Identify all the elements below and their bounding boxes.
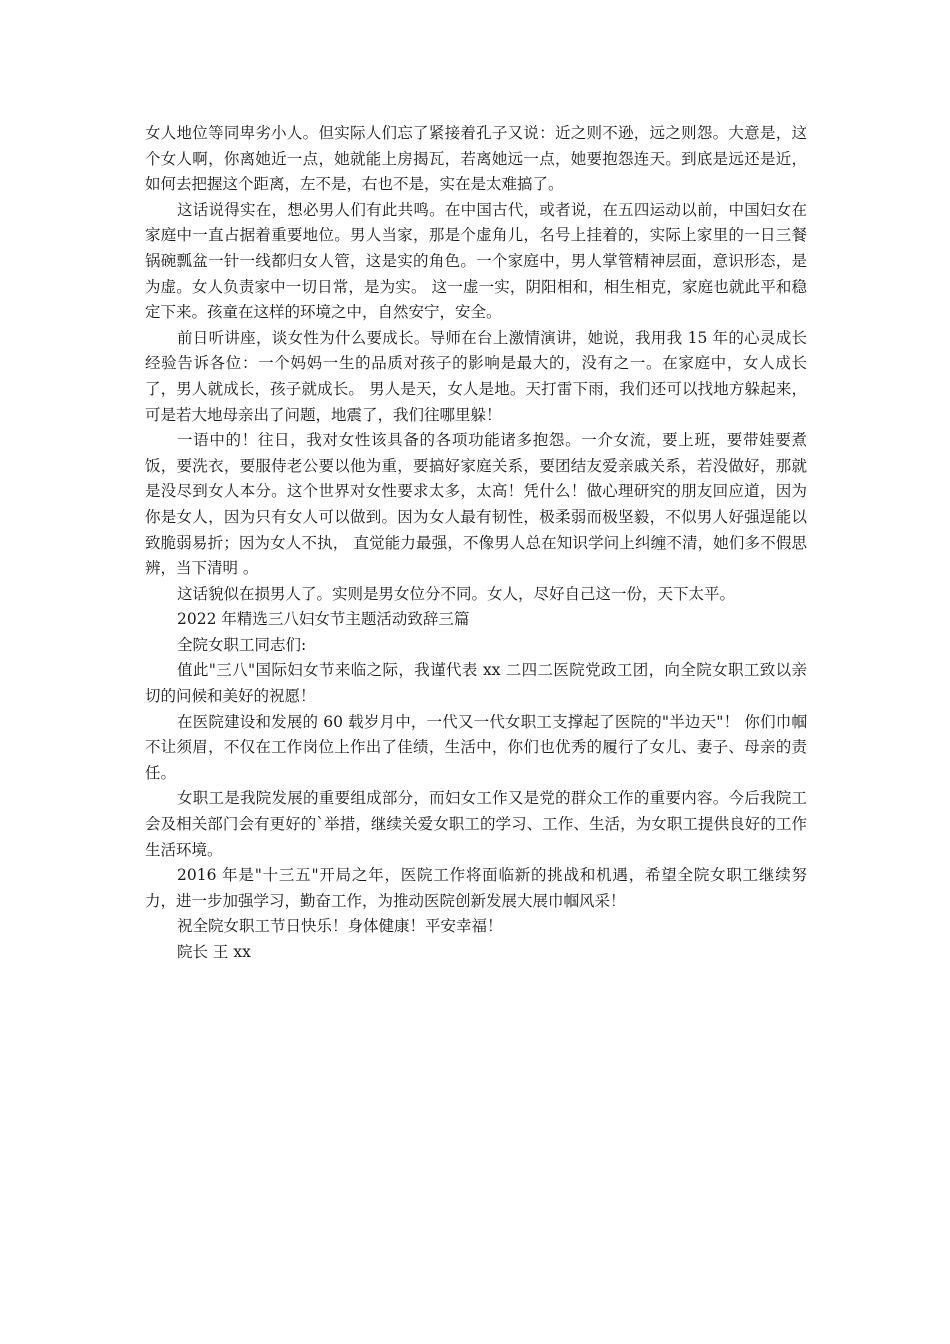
document-body — [145, 121, 807, 966]
paragraph-1: 女人地位等同卑劣小人。但实际人们忘了紧接着孔子又说：近之则不逊，远之则怨。大意是，这个女人啊，你离她近一点，她就能上房揭瓦，若离她远一点，她要抱怨连天。到底是远还是近，如何去把握这个距离，左不是，右也不是，实在是太难搞了。 — [145, 124, 807, 194]
paragraph-2016: 2016 年是"十三五"开局之年，医院工作将面临新的挑战和机遇，希望全院女职工继续努力，进一步加强学习，勤奋工作，为推动医院创新发展大展巾帼风采！ — [145, 866, 807, 910]
paragraph-greeting: 值此"三八"国际妇女节来临之际，我谨代表 xx 二四二医院党政工团，向全院女职工致以亲切的问候和美好的祝愿！ — [145, 661, 807, 706]
closing-wish: 祝全院女职工节日快乐！身体健康！平安幸福！ — [177, 917, 503, 936]
paragraph-4: 一语中的！往日，我对女性该具备的各项功能诸多抱怨。一介女流，要上班，要带娃要煮饭，要洗衣，要服侍老公要以他为重，要搞好家庭关系，要团结友爱亲戚关系，若没做好，那就是没尽到女人本分。这个世界对女性要求太多，太高！凭什么！做心理研究的朋友回应道，因为你是女人，因为只有女人可以做到。因为女人最有韧性，极柔弱而极坚毅，不似男人好强逞能以致脆弱易折；因为女人不执， 直觉能力最强，不像男人总在知识学问上纠缠不清，她们多不假思辨，当下清明 。 — [145, 431, 807, 578]
paragraph-5: 这话貌似在损男人了。实则是男女位分不同。女人，尽好自己这一份，天下太平。 — [177, 584, 736, 603]
paragraph-2: 这话说得实在，想必男人们有此共鸣。在中国古代，或者说，在五四运动以前，中国妇女在家庭中一直占据着重要地位。男人当家，那是个虚角儿，名号上挂着的，实际上家里的一日三餐锅碗瓢盆一针一线都归女人管，这是实的角色。一个家庭中，男人掌管精神层面，意识形态，是为虚。女人负责家中一切日常，是为实。 这一虚一实，阴阳相和，相生相克，家庭也就此平和稳定下来。孩童在这样的环境之中，自然安宁，安全。 — [145, 200, 807, 322]
salutation: 全院女职工同志们: — [177, 635, 307, 654]
signature: 院长 王 xx — [177, 943, 251, 961]
paragraph-history: 在医院建设和发展的 60 载岁月中，一代又一代女职工支撑起了医院的"半边天"！ 你们巾帼不让须眉，不仅在工作岗位上作出了佳绩，生活中，你们也优秀的履行了女儿、妻子、母亲的责任。 — [145, 712, 807, 782]
section-title: 2022 年精选三八妇女节主题活动致辞三篇 — [177, 610, 470, 629]
paragraph-3: 前日听讲座，谈女性为什么要成长。导师在台上激情演讲，她说，我用我 15 年的心灵成长经验告诉各位：一个妈妈一生的品质对孩子的影响是最大的，没有之一。在家庭中，女人成长了，男人就成长，孩子就成长。 男人是天，女人是地。天打雷下雨，我们还可以找地方躲起来，可是若大地母亲出了问题，地震了，我们往哪里躲！ — [145, 328, 807, 424]
paragraph-future: 女职工是我院发展的重要组成部分，而妇女工作又是党的群众工作的重要内容。今后我院工会及相关部门会有更好的`举措，继续关爱女职工的学习、工作、生活，为女职工提供良好的工作生活环境。 — [145, 789, 807, 859]
